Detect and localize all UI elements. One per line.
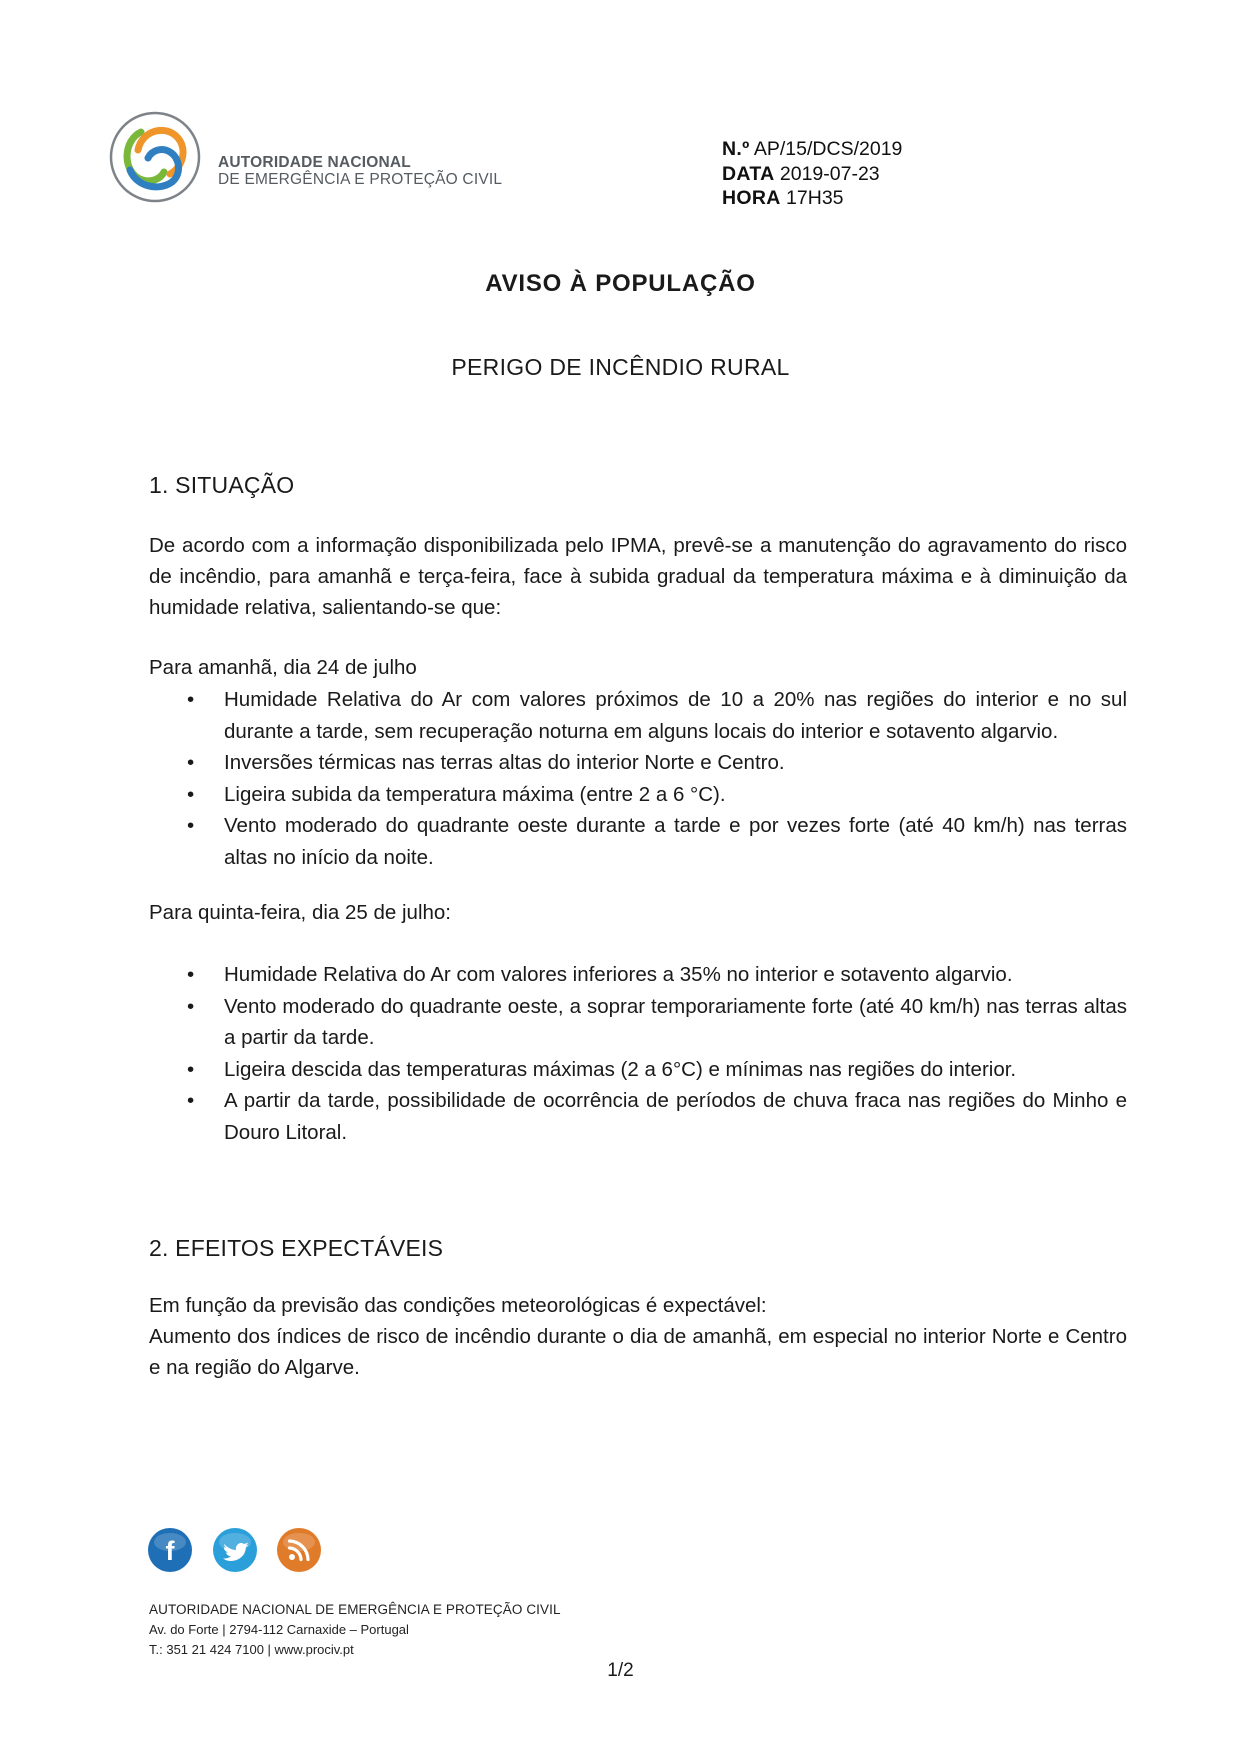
svg-text:f: f <box>165 1536 175 1566</box>
list-item: • Ligeira descida das temperaturas máximas (2 a 6°C) e mínimas nas regiões do interior. <box>149 1054 1127 1086</box>
footer-org-name: AUTORIDADE NACIONAL DE EMERGÊNCIA E PROTEÇÃO CIVIL <box>149 1602 561 1617</box>
ref-number-row <box>722 137 902 162</box>
triquetra-logo-icon <box>108 110 202 204</box>
ref-time-row <box>722 186 902 211</box>
bullet-icon: • <box>187 963 195 986</box>
document-subtitle: PERIGO DE INCÊNDIO RURAL <box>451 354 790 380</box>
list-item: • Humidade Relativa do Ar com valores próximos de 10 a 20% nas regiões do interior e no sul durante a tarde, sem recuperação noturna em alguns locais do interior e sotavento algarvio. <box>149 684 1127 747</box>
org-name <box>218 154 502 188</box>
forecast-lead-day1: Para amanhã, dia 24 de julho <box>149 656 417 679</box>
ref-time-label: HORA <box>722 187 781 209</box>
bullet-icon: • <box>187 688 195 711</box>
document-title: AVISO À POPULAÇÃO <box>485 270 756 297</box>
facebook-link[interactable] <box>147 1527 193 1573</box>
list-item: • Ligeira subida da temperatura máxima (entre 2 a 6 °C). <box>149 779 1127 811</box>
ref-date-label: DATA <box>722 162 775 185</box>
ref-number-value: AP/15/DCS/2019 <box>753 138 903 160</box>
bullet-icon: • <box>187 994 195 1018</box>
twitter-icon <box>212 1527 258 1573</box>
ref-date-value: 2019-07-23 <box>779 162 880 185</box>
list-item: • Vento moderado do quadrante oeste durante a tarde e por vezes forte (até 40 km/h) nas terras altas no início da noite. <box>149 810 1127 873</box>
reference-block <box>722 137 902 211</box>
rss-link[interactable] <box>276 1527 322 1573</box>
section-heading-efeitos: 2. EFEITOS EXPECTÁVEIS <box>149 1235 444 1261</box>
twitter-link[interactable] <box>212 1527 258 1573</box>
list-item: • Inversões térmicas nas terras altas do interior Norte e Centro. <box>149 747 1127 779</box>
list-item: • Humidade Relativa do Ar com valores inferiores a 35% no interior e sotavento algarvio. <box>149 959 1127 991</box>
bullet-icon: • <box>187 751 195 774</box>
footer-phone-web: T.: 351 21 424 7100 | www.prociv.pt <box>149 1642 354 1657</box>
list-item: • A partir da tarde, possibilidade de ocorrência de períodos de chuva fraca nas regiões do Minho e Douro Litoral. <box>149 1085 1127 1148</box>
bullet-icon: • <box>187 782 195 806</box>
footer-contact <box>149 1600 561 1660</box>
org-logo <box>108 110 202 204</box>
effects-line1: Em função da previsão das condições meteorológicas é expectável: <box>149 1294 767 1317</box>
forecast-list-day1 <box>149 684 1127 873</box>
list-item: • Vento moderado do quadrante oeste, a soprar temporariamente forte (até 40 km/h) nas terras altas a partir da tarde. <box>149 991 1127 1054</box>
facebook-icon <box>147 1527 193 1573</box>
org-name-line2: DE EMERGÊNCIA E PROTEÇÃO CIVIL <box>218 171 503 188</box>
footer-address: Av. do Forte | 2794-112 Carnaxide – Portugal <box>149 1622 409 1637</box>
rss-icon <box>276 1527 322 1573</box>
page-number: 1/2 <box>607 1660 634 1681</box>
ref-date-row <box>722 162 902 187</box>
forecast-list-day2 <box>149 959 1127 1148</box>
forecast-lead-day2: Para quinta-feira, dia 25 de julho: <box>149 901 452 924</box>
section-intro-paragraph: De acordo com a informação disponibilizada pelo IPMA, prevê-se a manutenção do agravamento do risco de incêndio, para amanhã e terça-feira, face à subida gradual da temperatura máxima e à diminuição da humidade relativa, salientando-se que: <box>149 534 1127 619</box>
org-name-line1: AUTORIDADE NACIONAL <box>218 154 411 171</box>
ref-time-value: 17H35 <box>786 187 844 209</box>
ref-number-label: N.º <box>722 138 750 160</box>
bullet-icon: • <box>187 1057 195 1081</box>
bullet-icon: • <box>187 814 195 837</box>
effects-line2: Aumento dos índices de risco de incêndio durante o dia de amanhã, em especial no interior Norte e Centro e na região do Algarve. <box>149 1325 1127 1379</box>
section-heading-situacao: 1. SITUAÇÃO <box>149 472 295 498</box>
bullet-icon: • <box>187 1089 195 1112</box>
